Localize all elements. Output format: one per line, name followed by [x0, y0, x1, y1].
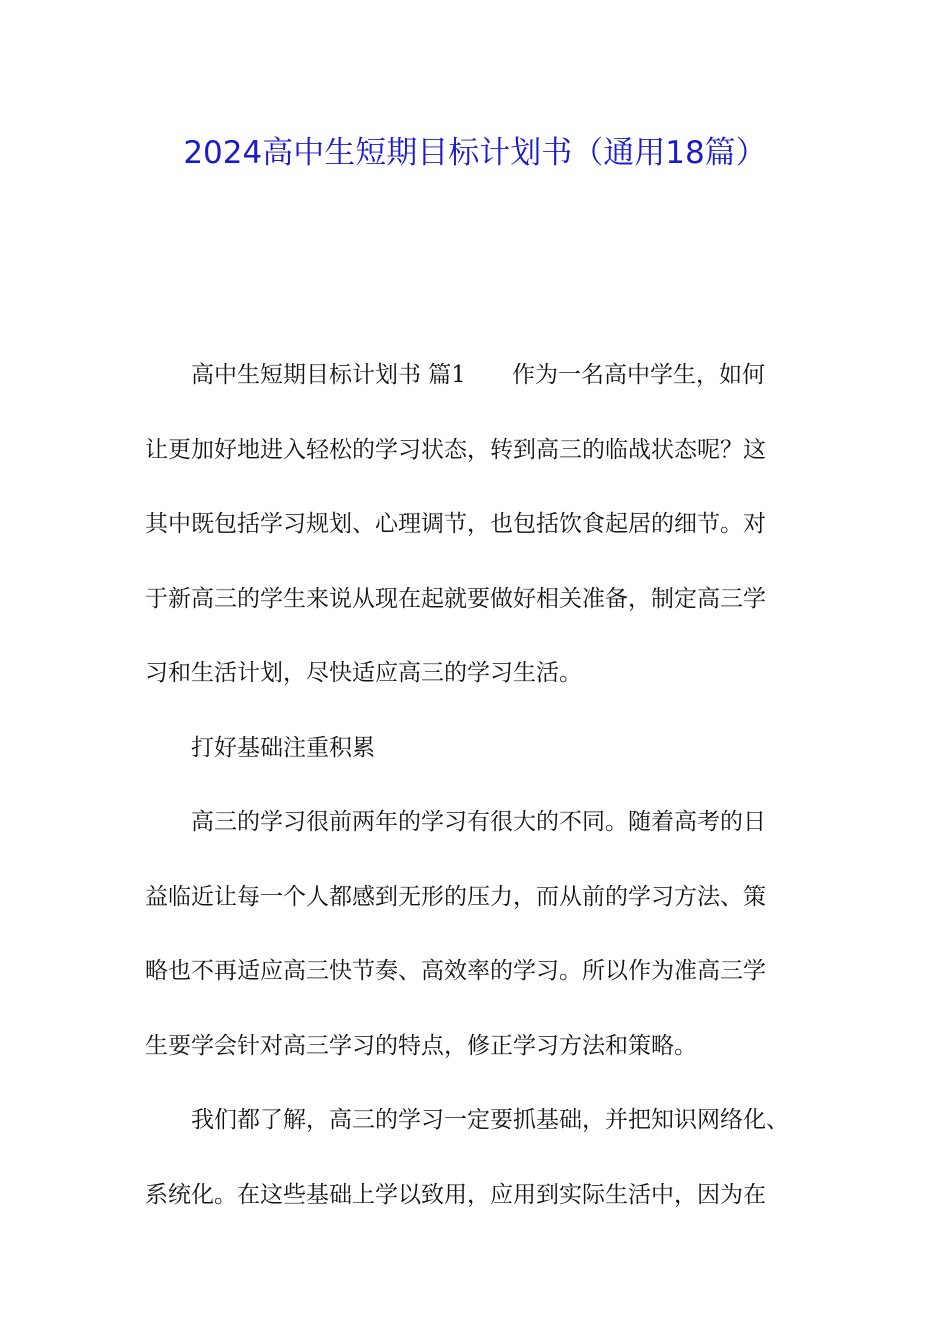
paragraph-line: 让更加好地进入轻松的学习状态，转到高三的临战状态呢？这 — [145, 436, 766, 463]
paragraph-2 — [145, 711, 805, 786]
paragraph-line: 系统化。在这些基础上学以致用，应用到实际生活中，因为在 — [145, 1181, 766, 1208]
paragraph-line: 作为一名高中学生，如何 — [511, 362, 765, 388]
paragraph-3 — [145, 785, 805, 1083]
paragraph-line: 略也不再适应高三快节奏、高效率的学习。所以作为准高三学 — [145, 958, 766, 984]
paragraph-1 — [145, 338, 805, 711]
paragraph-4 — [145, 1083, 805, 1232]
section-heading: 高中生短期目标计划书 篇1 — [191, 362, 466, 388]
paragraph-line: 习和生活计划，尽快适应高三的学习生活。 — [145, 660, 582, 686]
subheading: 打好基础注重积累 — [191, 734, 375, 761]
paragraph-line: 益临近让每一个人都感到无形的压力，而从前的学习方法、策 — [145, 883, 766, 910]
paragraph-line: 高三的学习很前两年的学习有很大的不同。随着高考的日 — [191, 809, 766, 835]
paragraph-line: 于新高三的学生来说从现在起就要做好相关准备，制定高三学 — [145, 585, 766, 612]
document-title: 2024高中生短期目标计划书（通用18篇） — [183, 135, 767, 171]
paragraph-line: 我们都了解，高三的学习一定要抓基础，并把知识网络化、 — [191, 1107, 789, 1133]
paragraph-line: 生要学会针对高三学习的特点，修正学习方法和策略。 — [145, 1032, 697, 1059]
document-body — [145, 338, 805, 1232]
paragraph-line: 其中既包括学习规划、心理调节，也包括饮食起居的细节。对 — [145, 511, 766, 537]
